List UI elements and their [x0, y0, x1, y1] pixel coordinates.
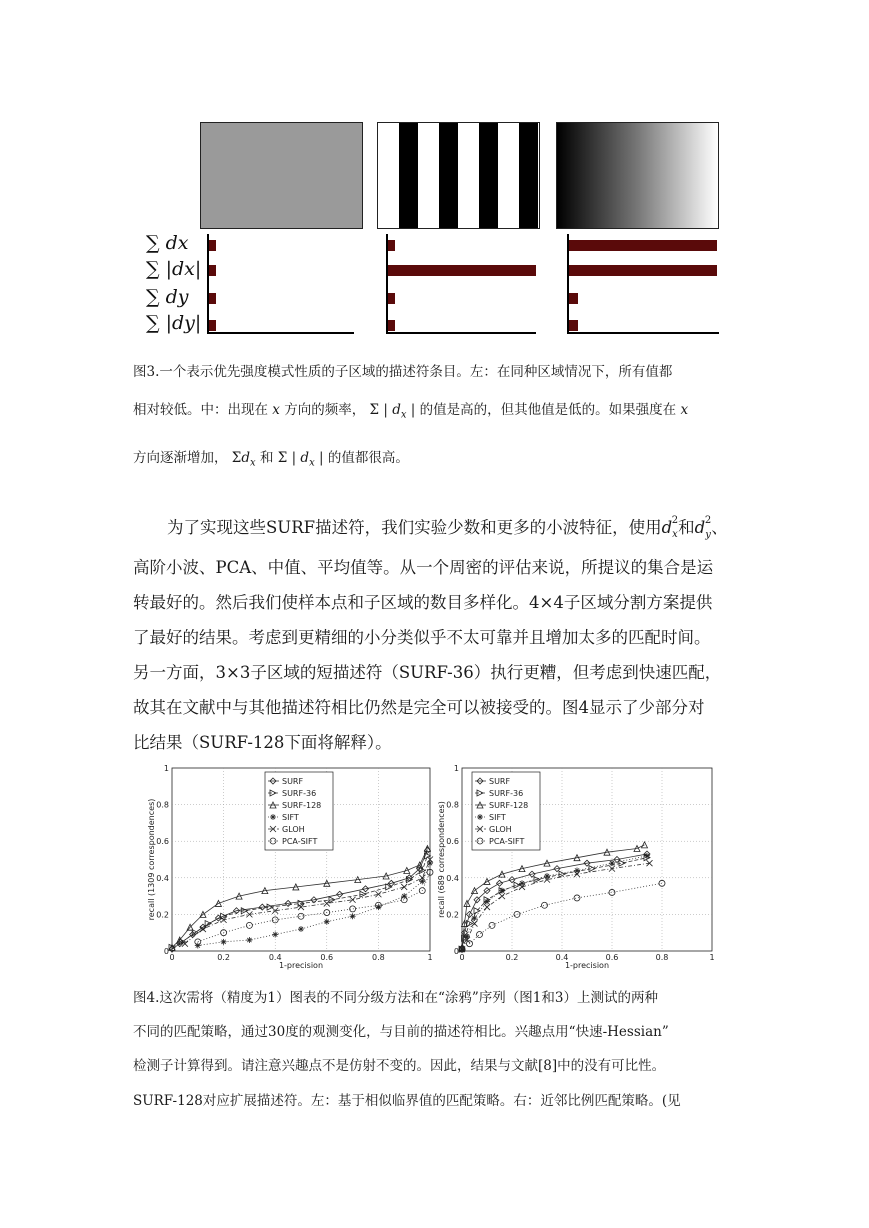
descriptor-bar	[209, 293, 216, 304]
y-tick-label: 0.4	[446, 873, 459, 883]
x-tick-label: 0	[169, 953, 175, 962]
legend-entry: GLOH	[489, 825, 512, 834]
y-tick-label: 0.8	[156, 800, 169, 810]
body-line-1: 为了实现这些SURF描述符，我们实验少数和更多的小波特征，使用$d_x^2$和$d_y^2$、	[167, 514, 728, 541]
patch-homogeneous	[200, 122, 363, 229]
legend-entry: SURF-36	[489, 789, 524, 798]
y-axis-label: recall (1309 correspondences)	[147, 798, 156, 921]
bar-panel-baseline	[207, 332, 354, 334]
x-tick-label: 1	[709, 953, 715, 962]
body-line-2: 高阶小波、PCA、中值、平均值等。从一个周密的评估来说，所提议的集合是运	[133, 558, 714, 577]
descriptor-bar	[209, 240, 216, 251]
body-line-3: 转最好的。然后我们使样本点和子区域的数目多样化。4×4子区域分割方案提供	[133, 593, 713, 612]
y-tick-label: 0.6	[446, 837, 459, 847]
descriptor-bar	[569, 265, 717, 276]
figure4-caption-line1: 图4.这次需将（精度为1）图表的不同分级方法和在“涂鸦”序列（图1和3）上测试的两种	[133, 990, 658, 1006]
y-tick-label: 0	[163, 947, 169, 956]
descriptor-bar	[569, 293, 578, 304]
legend-entry: SIFT	[489, 813, 506, 822]
x-axis-label: 1-precision	[278, 961, 324, 970]
row-label-sum-dx: ∑ dx	[146, 232, 189, 254]
legend-entry: SURF	[489, 777, 511, 786]
x-tick-label: 0.8	[655, 953, 669, 962]
descriptor-bar	[569, 320, 578, 331]
sum-abs-dx-math: Σ | $d_x$ |	[277, 450, 324, 469]
legend-entry: SURF-128	[489, 801, 529, 810]
sum-abs-dx-math: Σ | $d_x$ |	[369, 402, 416, 421]
y-tick-label: 1	[163, 764, 169, 773]
figure4-caption-line2: 不同的匹配策略，通过30度的观测变化，与目前的描述符相比。兴趣点用“快速-Hessian”	[133, 1024, 669, 1040]
x-tick-label: 0.2	[217, 953, 230, 962]
body-line-6: 故其在文献中与其他描述符相比仍然是完全可以被接受的。图4显示了少部分对	[133, 698, 705, 717]
x-tick-label: 0.6	[320, 953, 334, 962]
patch-x-gradient	[556, 122, 719, 229]
x-tick-label: 0.4	[555, 953, 569, 962]
figure3-caption-line3: 方向逐渐增加， $\Sigma d_x$ 和 Σ | $d_x$ | 的值都很高。	[133, 450, 409, 469]
legend-entry: SURF-36	[282, 789, 317, 798]
sum-dx-math: $\Sigma d_x$	[231, 450, 256, 469]
x-tick-label: 0.6	[605, 953, 619, 962]
figure3-caption-line2: 相对较低。中：出现在 x 方向的频率， Σ | $d_x$ | 的值是高的，但其他值是低的。如果强度在 x	[133, 402, 689, 421]
descriptor-bar	[388, 320, 395, 331]
body-line-4: 了最好的结果。考虑到更精细的小分类似乎不太可靠并且增加太多的匹配时间。	[133, 628, 711, 647]
descriptor-bar	[388, 265, 536, 276]
patch-x-frequency	[377, 122, 540, 229]
chart-right-nearest-neighbor-ratio	[430, 760, 720, 978]
x-tick-label: 0.2	[505, 953, 519, 962]
bar-panel-baseline	[567, 332, 719, 334]
x-tick-label: 0	[459, 953, 465, 962]
legend-entry: SURF-128	[282, 801, 322, 810]
legend-entry: GLOH	[282, 825, 305, 834]
x-tick-label: 1	[427, 953, 433, 962]
legend-entry: SIFT	[282, 813, 299, 822]
legend-entry: PCA-SIFT	[282, 837, 318, 846]
descriptor-bar	[388, 240, 395, 251]
bar-panel-baseline	[386, 332, 536, 334]
row-label-sum-abs-dy: ∑ |dy|	[146, 312, 202, 334]
row-label-sum-abs-dx: ∑ |dx|	[146, 258, 202, 280]
row-label-sum-dy: ∑ dy	[146, 286, 189, 308]
figure3-caption-line1: 图3.一个表示优先强度模式性质的子区域的描述符条目。左：在同种区域情况下，所有值都	[133, 364, 673, 380]
figure4-caption-line3: 检测子计算得到。请注意兴趣点不是仿射不变的。因此，结果与文献[8]中的没有可比性。	[133, 1058, 666, 1074]
y-tick-label: 0.2	[446, 910, 459, 920]
descriptor-bar	[388, 293, 395, 304]
legend-entry: SURF	[282, 777, 304, 786]
y-tick-label: 0.2	[156, 910, 169, 920]
y-tick-label: 1	[453, 764, 459, 773]
chart-left-similarity-threshold	[140, 760, 440, 978]
descriptor-bar	[209, 320, 216, 331]
x-tick-label: 0.4	[268, 953, 282, 962]
y-tick-label: 0	[453, 947, 459, 956]
legend-entry: PCA-SIFT	[489, 837, 525, 846]
body-line-5: 另一方面，3×3子区域的短描述符（SURF-36）执行更糟，但考虑到快速匹配，	[133, 663, 722, 682]
descriptor-bar	[569, 240, 717, 251]
y-tick-label: 0.6	[156, 837, 169, 847]
x-axis-label: 1-precision	[564, 961, 610, 970]
y-tick-label: 0.4	[156, 873, 169, 883]
x-tick-label: 0.8	[372, 953, 385, 962]
y-tick-label: 0.8	[446, 800, 459, 810]
descriptor-bar	[209, 265, 216, 276]
body-line-7: 比结果（SURF-128下面将解释）。	[133, 733, 392, 752]
figure4-caption-line4: SURF-128对应扩展描述符。左：基于相似临界值的匹配策略。右：近邻比例匹配策略。(见	[133, 1093, 681, 1109]
y-axis-label: recall (689 correspondences)	[437, 801, 446, 918]
